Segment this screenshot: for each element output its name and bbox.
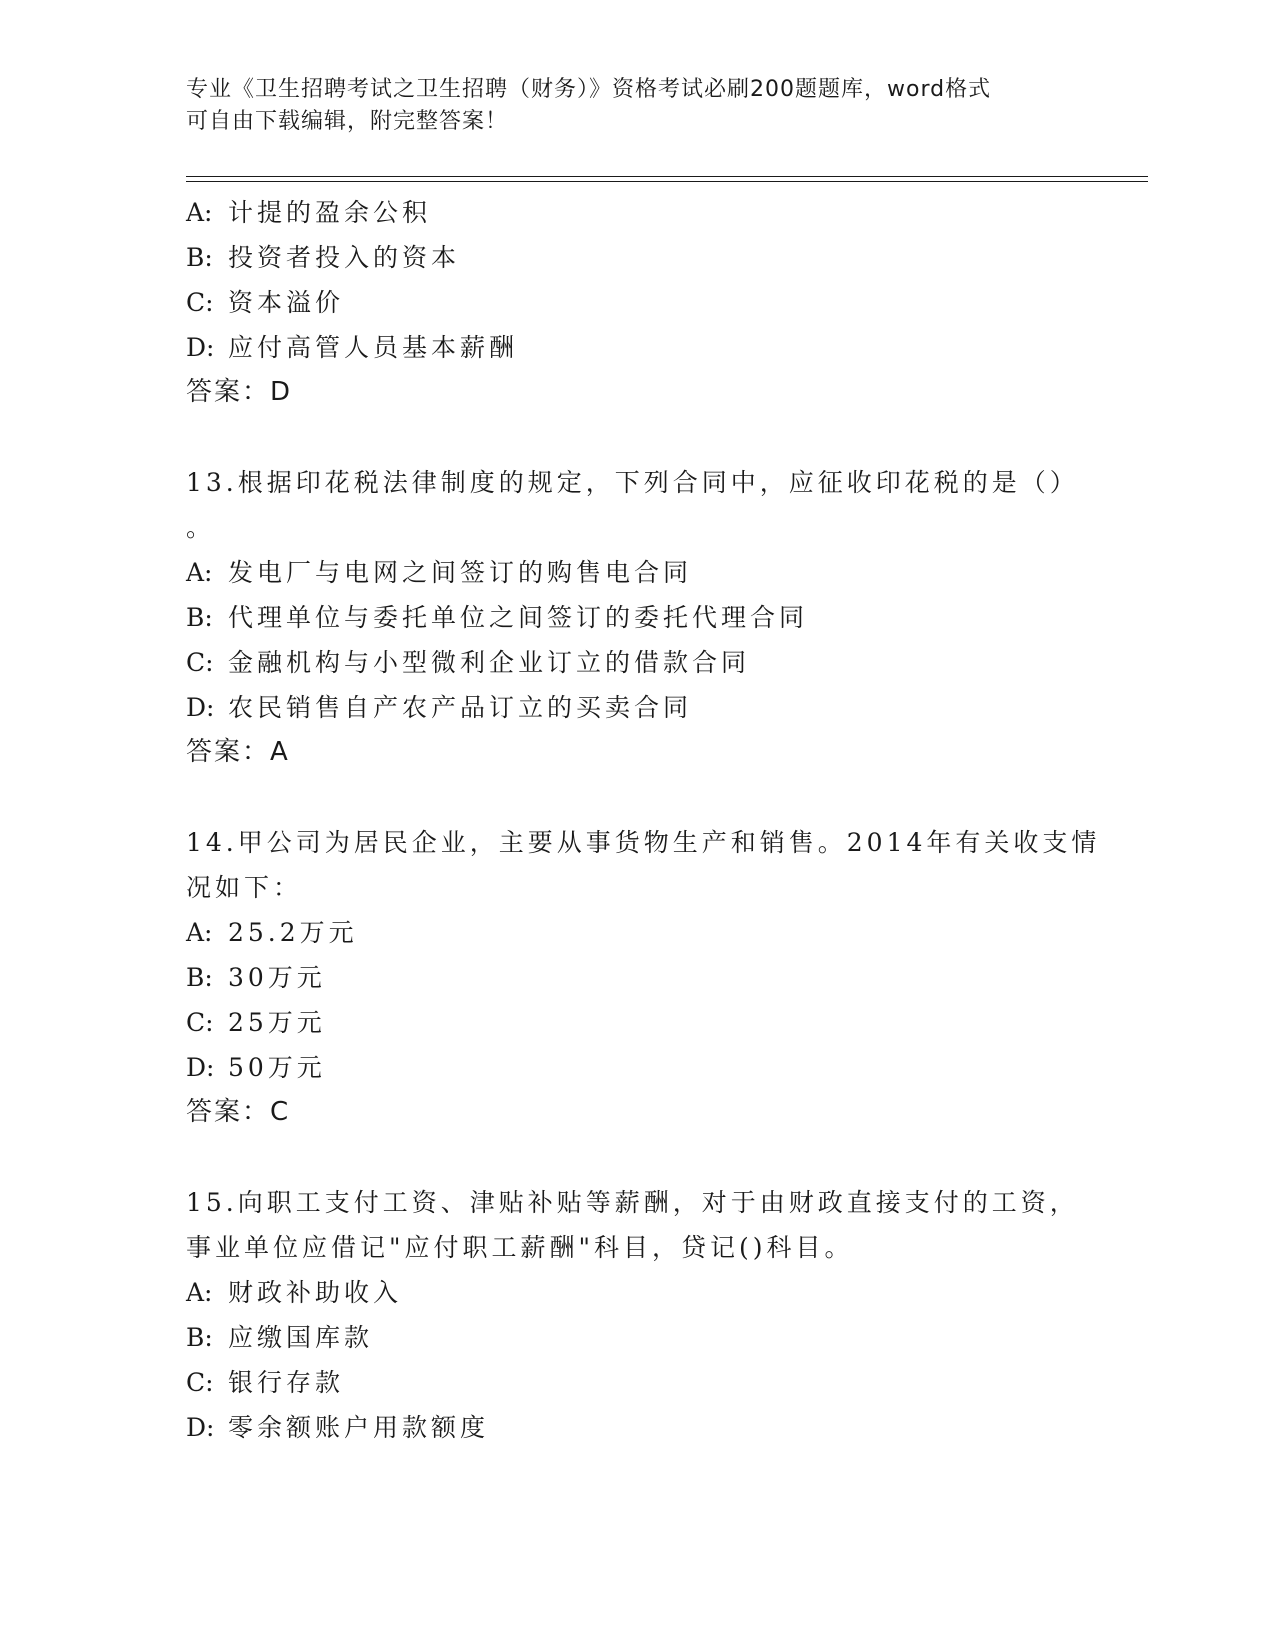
- question-stem: 14.甲公司为居民企业，主要从事货物生产和销售。2014年有关收支情: [186, 828, 1101, 857]
- answer-label: 答案：A: [186, 737, 290, 767]
- header-divider-top: [186, 176, 1148, 177]
- answer-label: 答案：C: [186, 1097, 291, 1127]
- option-a: A: 计提的盈余公积: [186, 198, 432, 227]
- question-15: [186, 1180, 1086, 1450]
- question-12: [186, 190, 1086, 415]
- option-b: B: 应缴国库款: [186, 1323, 374, 1352]
- question-stem-continued: 况如下：: [186, 873, 303, 902]
- option-d: D: 零余额账户用款额度: [186, 1413, 490, 1442]
- question-stem: 15.向职工支付工资、津贴补贴等薪酬，对于由财政直接支付的工资，: [186, 1188, 1079, 1217]
- header-line-1: 专业《卫生招聘考试之卫生招聘（财务）》资格考试必刷200题题库，word格式: [186, 77, 992, 102]
- option-a: A: 25.2万元: [186, 918, 358, 947]
- option-a: A: 发电厂与电网之间签订的购售电合同: [186, 558, 693, 587]
- header-line-2: 可自由下载编辑，附完整答案！: [186, 109, 509, 134]
- option-b: B: 代理单位与委托单位之间签订的委托代理合同: [186, 603, 809, 632]
- question-13: [186, 460, 1086, 775]
- header-divider-bottom: [186, 181, 1148, 182]
- option-d: D: 应付高管人员基本薪酬: [186, 333, 519, 362]
- question-stem: 13.根据印花税法律制度的规定，下列合同中，应征收印花税的是（）: [186, 468, 1079, 497]
- option-c: C: 25万元: [186, 1008, 326, 1037]
- answer-label: 答案：D: [186, 377, 293, 407]
- option-b: B: 投资者投入的资本: [186, 243, 461, 272]
- question-stem-continued: 事业单位应借记"应付职工薪酬"科目，贷记()科目。: [186, 1233, 854, 1262]
- option-c: C: 银行存款: [186, 1368, 345, 1397]
- option-b: B: 30万元: [186, 963, 326, 992]
- option-c: C: 金融机构与小型微利企业订立的借款合同: [186, 648, 751, 677]
- question-stem-continued: 。: [186, 513, 216, 542]
- question-list: [186, 190, 1101, 1450]
- question-14: [186, 820, 1101, 1135]
- option-c: C: 资本溢价: [186, 288, 345, 317]
- document-header: [186, 74, 1066, 138]
- option-a: A: 财政补助收入: [186, 1278, 403, 1307]
- option-d: D: 50万元: [186, 1053, 326, 1082]
- option-d: D: 农民销售自产农产品订立的买卖合同: [186, 693, 693, 722]
